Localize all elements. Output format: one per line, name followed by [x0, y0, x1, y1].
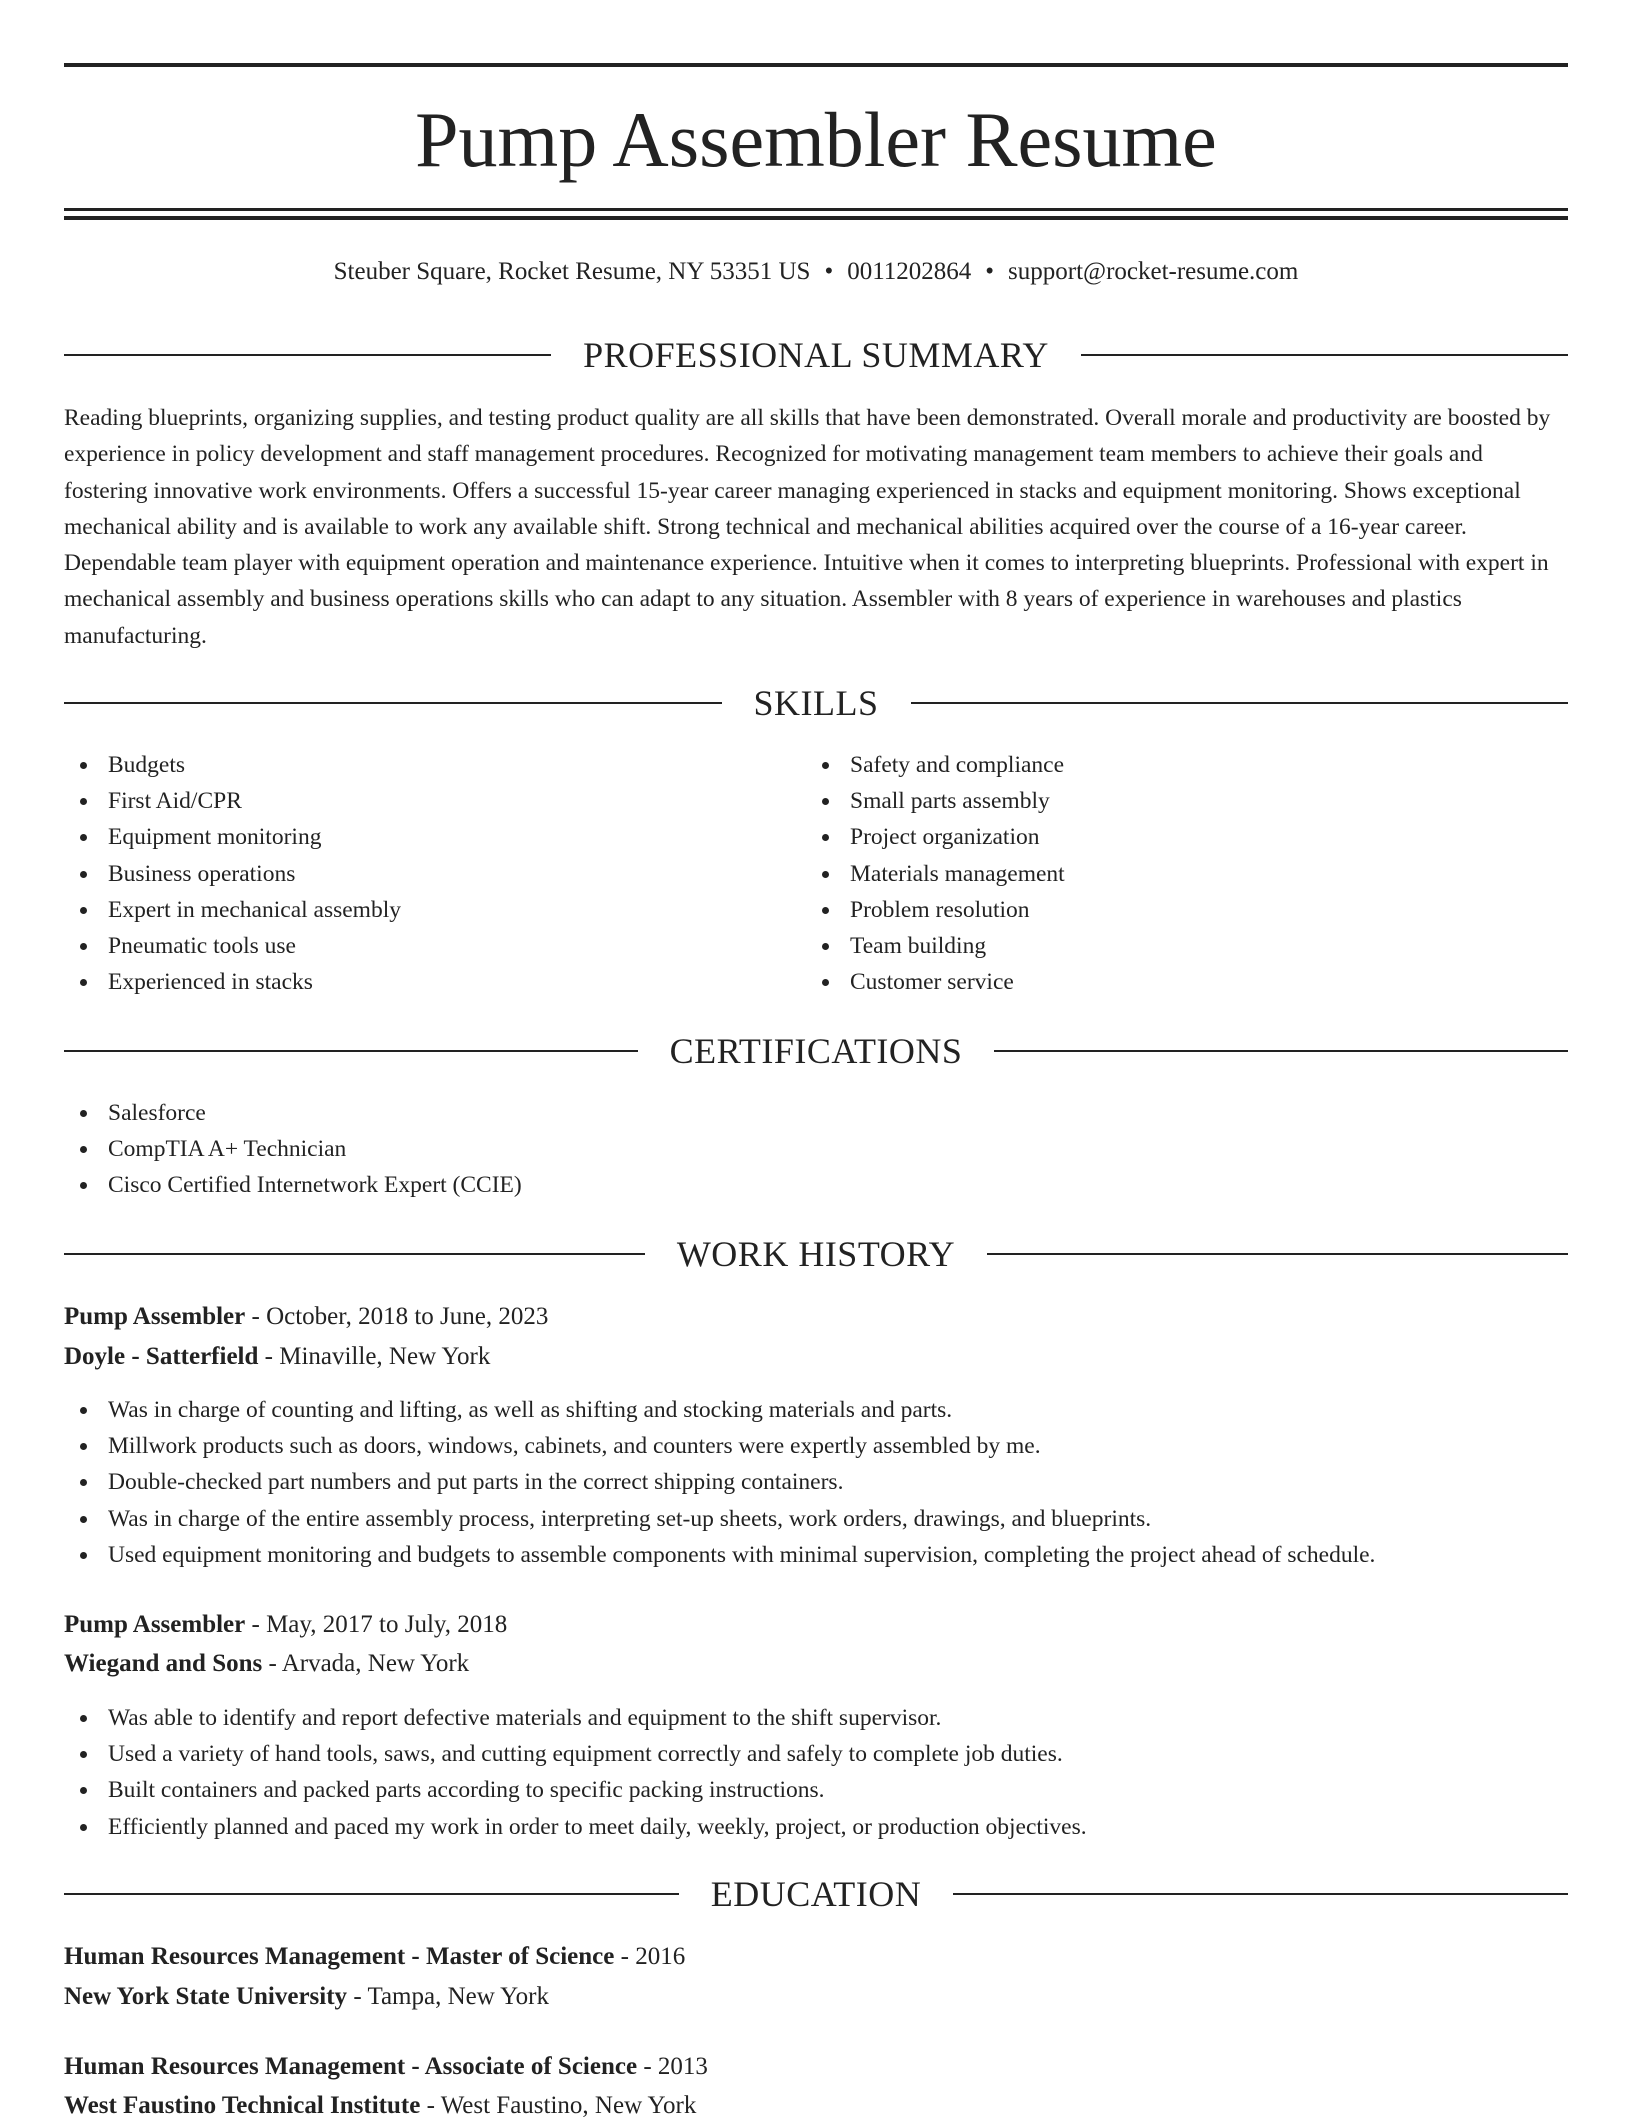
skill-item: Equipment monitoring	[64, 819, 804, 855]
joiner: -	[347, 1983, 368, 2010]
job-bullet: Millwork products such as doors, windows, cabinets, and counters were expertly assembled by me.	[64, 1428, 1568, 1464]
title-rule-lower	[64, 216, 1568, 220]
contact-separator: •	[824, 258, 834, 285]
contact-phone: 0011202864	[847, 258, 972, 285]
skill-item: Expert in mechanical assembly	[64, 892, 804, 928]
section-title: EDUCATION	[710, 1874, 922, 1914]
education-year: 2013	[657, 2053, 708, 2080]
education-degree-line	[64, 1938, 1568, 1976]
education-location: West Faustino, New York	[440, 2092, 697, 2119]
job-bullet: Built containers and packed parts according to specific packing instructions.	[64, 1772, 1568, 1808]
certification-item: Cisco Certified Internetwork Expert (CCIE)	[64, 1167, 1568, 1203]
job-company: Wiegand and Sons	[64, 1650, 263, 1677]
joiner: -	[245, 1303, 267, 1330]
job-title: Pump Assembler	[64, 1303, 246, 1330]
page-title: Pump Assembler Resume	[415, 96, 1217, 183]
section-title: WORK HISTORY	[676, 1234, 956, 1274]
heading-rule-left	[64, 1893, 679, 1895]
section-heading-education	[64, 1872, 1568, 1916]
heading-rule-right	[1081, 354, 1568, 356]
certifications-list	[64, 1095, 1568, 1204]
joiner: -	[420, 2092, 441, 2119]
job-title: Pump Assembler	[64, 1611, 246, 1638]
job-company-line	[64, 1645, 1568, 1683]
certification-item: CompTIA A+ Technician	[64, 1131, 1568, 1167]
education-school-line	[64, 1978, 1568, 2016]
top-rule	[64, 63, 1568, 67]
job-company: Doyle - Satterfield	[64, 1343, 259, 1370]
job-bullet: Used a variety of hand tools, saws, and cutting equipment correctly and safely to complete job duties.	[64, 1736, 1568, 1772]
job-company-line	[64, 1338, 1568, 1376]
heading-rule-left	[64, 702, 722, 704]
skill-item: Small parts assembly	[806, 783, 1546, 819]
section-title: SKILLS	[753, 683, 879, 723]
education-school-line	[64, 2087, 1568, 2125]
heading-rule-right	[911, 702, 1569, 704]
job-dates: October, 2018 to June, 2023	[266, 1303, 549, 1330]
section-heading-certifications	[64, 1029, 1568, 1073]
job-dates: May, 2017 to July, 2018	[266, 1611, 508, 1638]
heading-rule-left	[64, 1050, 638, 1052]
job-title-line	[64, 1298, 1568, 1336]
heading-rule-left	[64, 1253, 645, 1255]
heading-rule-left	[64, 354, 551, 356]
education-school: New York State University	[64, 1983, 348, 2010]
skill-item: Budgets	[64, 747, 804, 783]
job-bullet: Double-checked part numbers and put parts in the correct shipping containers.	[64, 1464, 1568, 1500]
skill-item: Team building	[806, 928, 1546, 964]
job-bullet: Used equipment monitoring and budgets to assemble components with minimal supervision, completing the project ahead of schedule.	[64, 1537, 1568, 1573]
contact-address: Steuber Square, Rocket Resume, NY 53351 US	[333, 258, 811, 285]
joiner: -	[262, 1650, 282, 1677]
job-bullets	[64, 1392, 1568, 1573]
contact-line	[64, 254, 1568, 290]
joiner: -	[258, 1343, 280, 1370]
education-school: West Faustino Technical Institute	[64, 2092, 421, 2119]
education-degree-line	[64, 2048, 1568, 2086]
summary-paragraph: Reading blueprints, organizing supplies, and testing product quality are all skills that have been demonstrated. Overall morale and productivity are boosted by experience in policy development and staff management procedures. Recognized for motivating management team members to achieve their goals and fostering innovative work environments. Offers a successful 15-year career managing experienced in stacks and equipment monitoring. Shows exceptional mechanical ability and is available to work any available shift. Strong technical and mechanical abilities acquired over the course of a 16-year career. Dependable team player with equipment operation and maintenance experience. Intuitive when it comes to interpreting blueprints. Professional with expert in mechanical assembly and business operations skills who can adapt to any situation. Assembler with 8 years of experience in warehouses and plastics manufacturing.	[64, 405, 1551, 649]
joiner: -	[614, 1943, 636, 1970]
skill-item: Business operations	[64, 856, 804, 892]
contact-email: support@rocket-resume.com	[1008, 258, 1299, 285]
job-bullets	[64, 1700, 1568, 1845]
skill-item: Materials management	[806, 856, 1546, 892]
job-location: Minaville, New York	[279, 1343, 491, 1370]
education-year: 2016	[635, 1943, 686, 1970]
education-degree: Human Resources Management - Associate of Science	[64, 2053, 638, 2080]
joiner: -	[245, 1611, 267, 1638]
education-location: Tampa, New York	[367, 1983, 550, 2010]
contact-separator: •	[985, 258, 995, 285]
job-location: Arvada, New York	[281, 1650, 470, 1677]
skill-item: Pneumatic tools use	[64, 928, 804, 964]
skill-item: Experienced in stacks	[64, 964, 804, 1000]
skill-item: Safety and compliance	[806, 747, 1546, 783]
skill-item: Project organization	[806, 819, 1546, 855]
heading-rule-right	[953, 1893, 1568, 1895]
section-heading-summary	[64, 333, 1568, 377]
job-bullet: Was in charge of the entire assembly process, interpreting set-up sheets, work orders, drawings, and blueprints.	[64, 1501, 1568, 1537]
skill-item: Problem resolution	[806, 892, 1546, 928]
job-bullet: Was in charge of counting and lifting, as well as shifting and stocking materials and parts.	[64, 1392, 1568, 1428]
section-title: CERTIFICATIONS	[669, 1031, 963, 1071]
education-degree: Human Resources Management - Master of Science	[64, 1943, 615, 1970]
skills-column-right	[806, 747, 1546, 1000]
section-heading-skills	[64, 681, 1568, 725]
skill-item: First Aid/CPR	[64, 783, 804, 819]
job-title-line	[64, 1606, 1568, 1644]
heading-rule-right	[987, 1253, 1568, 1255]
job-bullet: Was able to identify and report defective materials and equipment to the shift supervisor.	[64, 1700, 1568, 1736]
skill-item: Customer service	[806, 964, 1546, 1000]
certification-item: Salesforce	[64, 1095, 1568, 1131]
section-heading-work-history	[64, 1232, 1568, 1276]
section-title: PROFESSIONAL SUMMARY	[583, 335, 1049, 375]
skills-column-left	[64, 747, 804, 1000]
heading-rule-right	[994, 1050, 1568, 1052]
title-rule-upper	[64, 208, 1568, 211]
job-bullet: Efficiently planned and paced my work in order to meet daily, weekly, project, or production objectives.	[64, 1809, 1568, 1845]
joiner: -	[637, 2053, 658, 2080]
